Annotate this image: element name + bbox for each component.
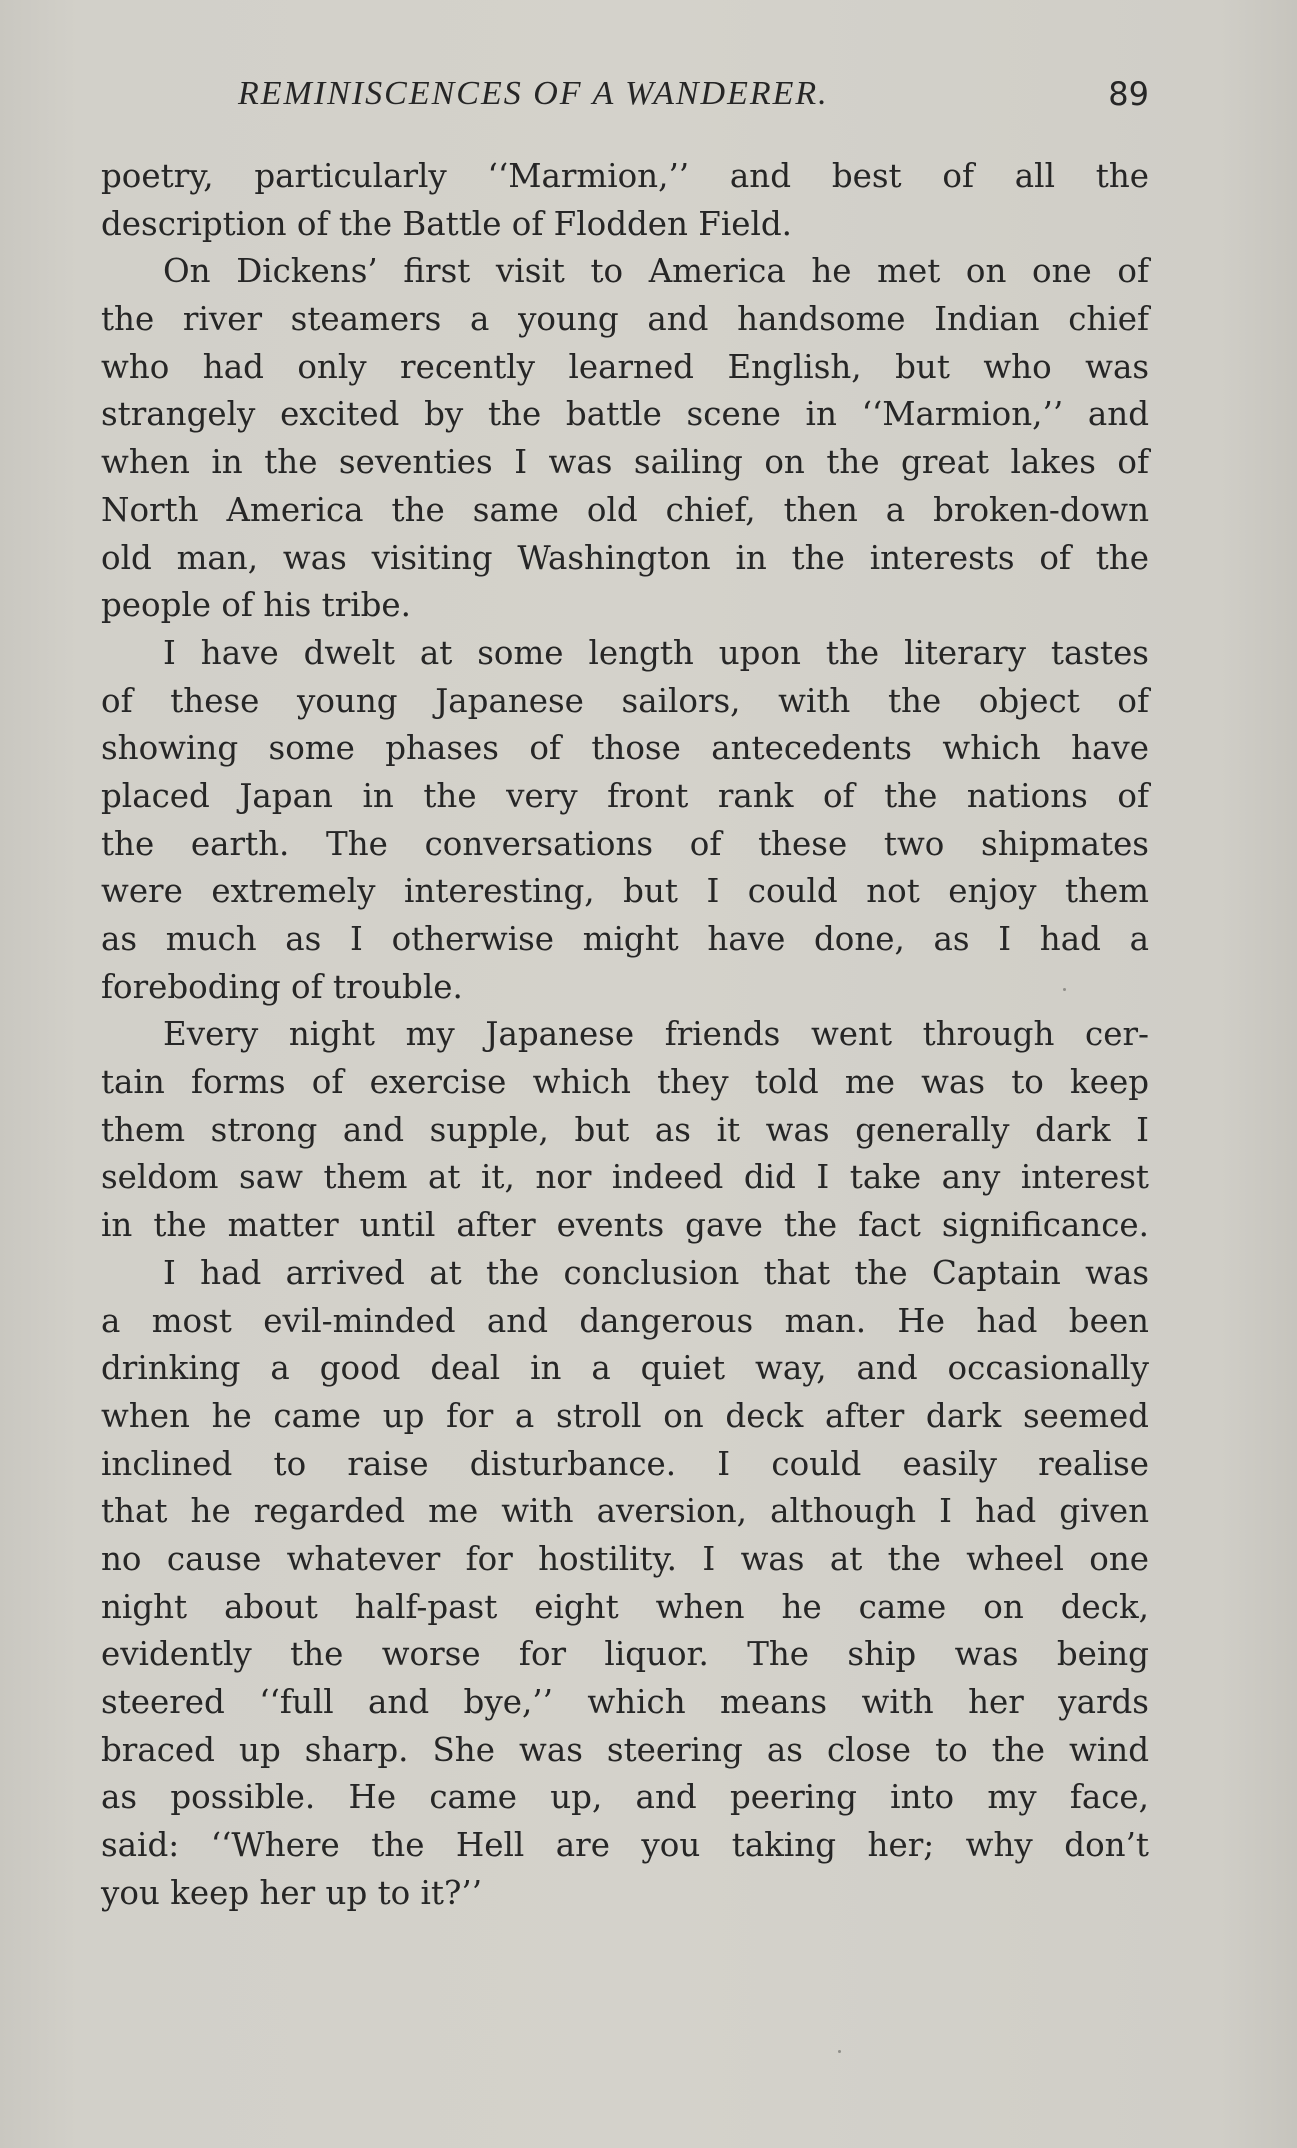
text-line: as much as I otherwise might have done, as I had a bbox=[101, 920, 1149, 958]
text-line: evidently the worse for liquor. The ship was being bbox=[101, 1635, 1149, 1674]
text-line: North America the same old chief, then a broken-down bbox=[101, 490, 1149, 529]
text-line: said: ‘‘Where the Hell are you taking her; why don’t bbox=[101, 1826, 1149, 1865]
paper-speck bbox=[838, 2050, 841, 2053]
text-line: inclined to raise disturbance. I could easily realise bbox=[101, 1444, 1149, 1483]
text-line: as possible. He came up, and peering into my face, bbox=[101, 1778, 1149, 1817]
text-line: I had arrived at the conclusion that the Captain was bbox=[163, 1253, 1149, 1292]
text-line: drinking a good deal in a quiet way, and occasionally bbox=[101, 1349, 1149, 1388]
text-line: who had only recently learned English, but who was bbox=[101, 347, 1149, 386]
text-line: a most evil-minded and dangerous man. He had been bbox=[101, 1301, 1149, 1340]
text-line: braced up sharp. She was steering as close to the wind bbox=[101, 1730, 1149, 1769]
text-line: when he came up for a stroll on deck after dark seemed bbox=[101, 1396, 1149, 1435]
running-head bbox=[238, 72, 1149, 116]
text-line: when in the seventies I was sailing on the great lakes of bbox=[101, 443, 1149, 482]
text-line: you keep her up to it?’’ bbox=[101, 1873, 483, 1912]
text-line: tain forms of exercise which they told me was to keep bbox=[101, 1063, 1149, 1102]
text-line: Every night my Japanese friends went through cer- bbox=[163, 1015, 1149, 1054]
text-line: description of the Battle of Flodden Field. bbox=[101, 204, 793, 243]
paper-speck bbox=[1063, 988, 1066, 991]
text-line: the river steamers a young and handsome Indian chief bbox=[101, 300, 1149, 339]
text-line: night about half-past eight when he came on deck, bbox=[101, 1587, 1149, 1626]
body-text bbox=[101, 153, 1149, 1917]
text-line: of these young Japanese sailors, with the object of bbox=[101, 681, 1149, 720]
running-head-title: REMINISCENCES OF A WANDERER. bbox=[238, 75, 829, 112]
text-line: On Dickens’ first visit to America he met on one of bbox=[163, 252, 1149, 291]
text-line: foreboding of trouble. bbox=[101, 967, 463, 1006]
text-line: steered ‘‘full and bye,’’ which means with her yards bbox=[101, 1683, 1149, 1721]
text-line: them strong and supple, but as it was generally dark I bbox=[101, 1110, 1149, 1149]
text-line: the earth. The conversations of these two shipmates bbox=[101, 824, 1149, 863]
text-line: strangely excited by the battle scene in ‘‘Marmion,’’ and bbox=[101, 395, 1149, 434]
text-line: old man, was visiting Washington in the interests of the bbox=[101, 538, 1149, 577]
text-line: people of his tribe. bbox=[101, 586, 411, 625]
text-line: showing some phases of those antecedents which have bbox=[101, 729, 1149, 768]
text-line: placed Japan in the very front rank of the nations of bbox=[101, 776, 1149, 815]
text-line: seldom saw them at it, nor indeed did I take any interest bbox=[101, 1158, 1149, 1197]
text-line: that he regarded me with aversion, although I had given bbox=[101, 1492, 1149, 1531]
text-line: in the matter until after events gave the fact significance. bbox=[101, 1206, 1149, 1245]
text-line: were extremely interesting, but I could not enjoy them bbox=[101, 872, 1149, 911]
text-line: I have dwelt at some length upon the literary tastes bbox=[163, 633, 1149, 672]
page-number: 89 bbox=[1108, 75, 1149, 113]
text-line: poetry, particularly ‘‘Marmion,’’ and best of all the bbox=[101, 157, 1149, 195]
text-line: no cause whatever for hostility. I was at the wheel one bbox=[101, 1539, 1149, 1578]
